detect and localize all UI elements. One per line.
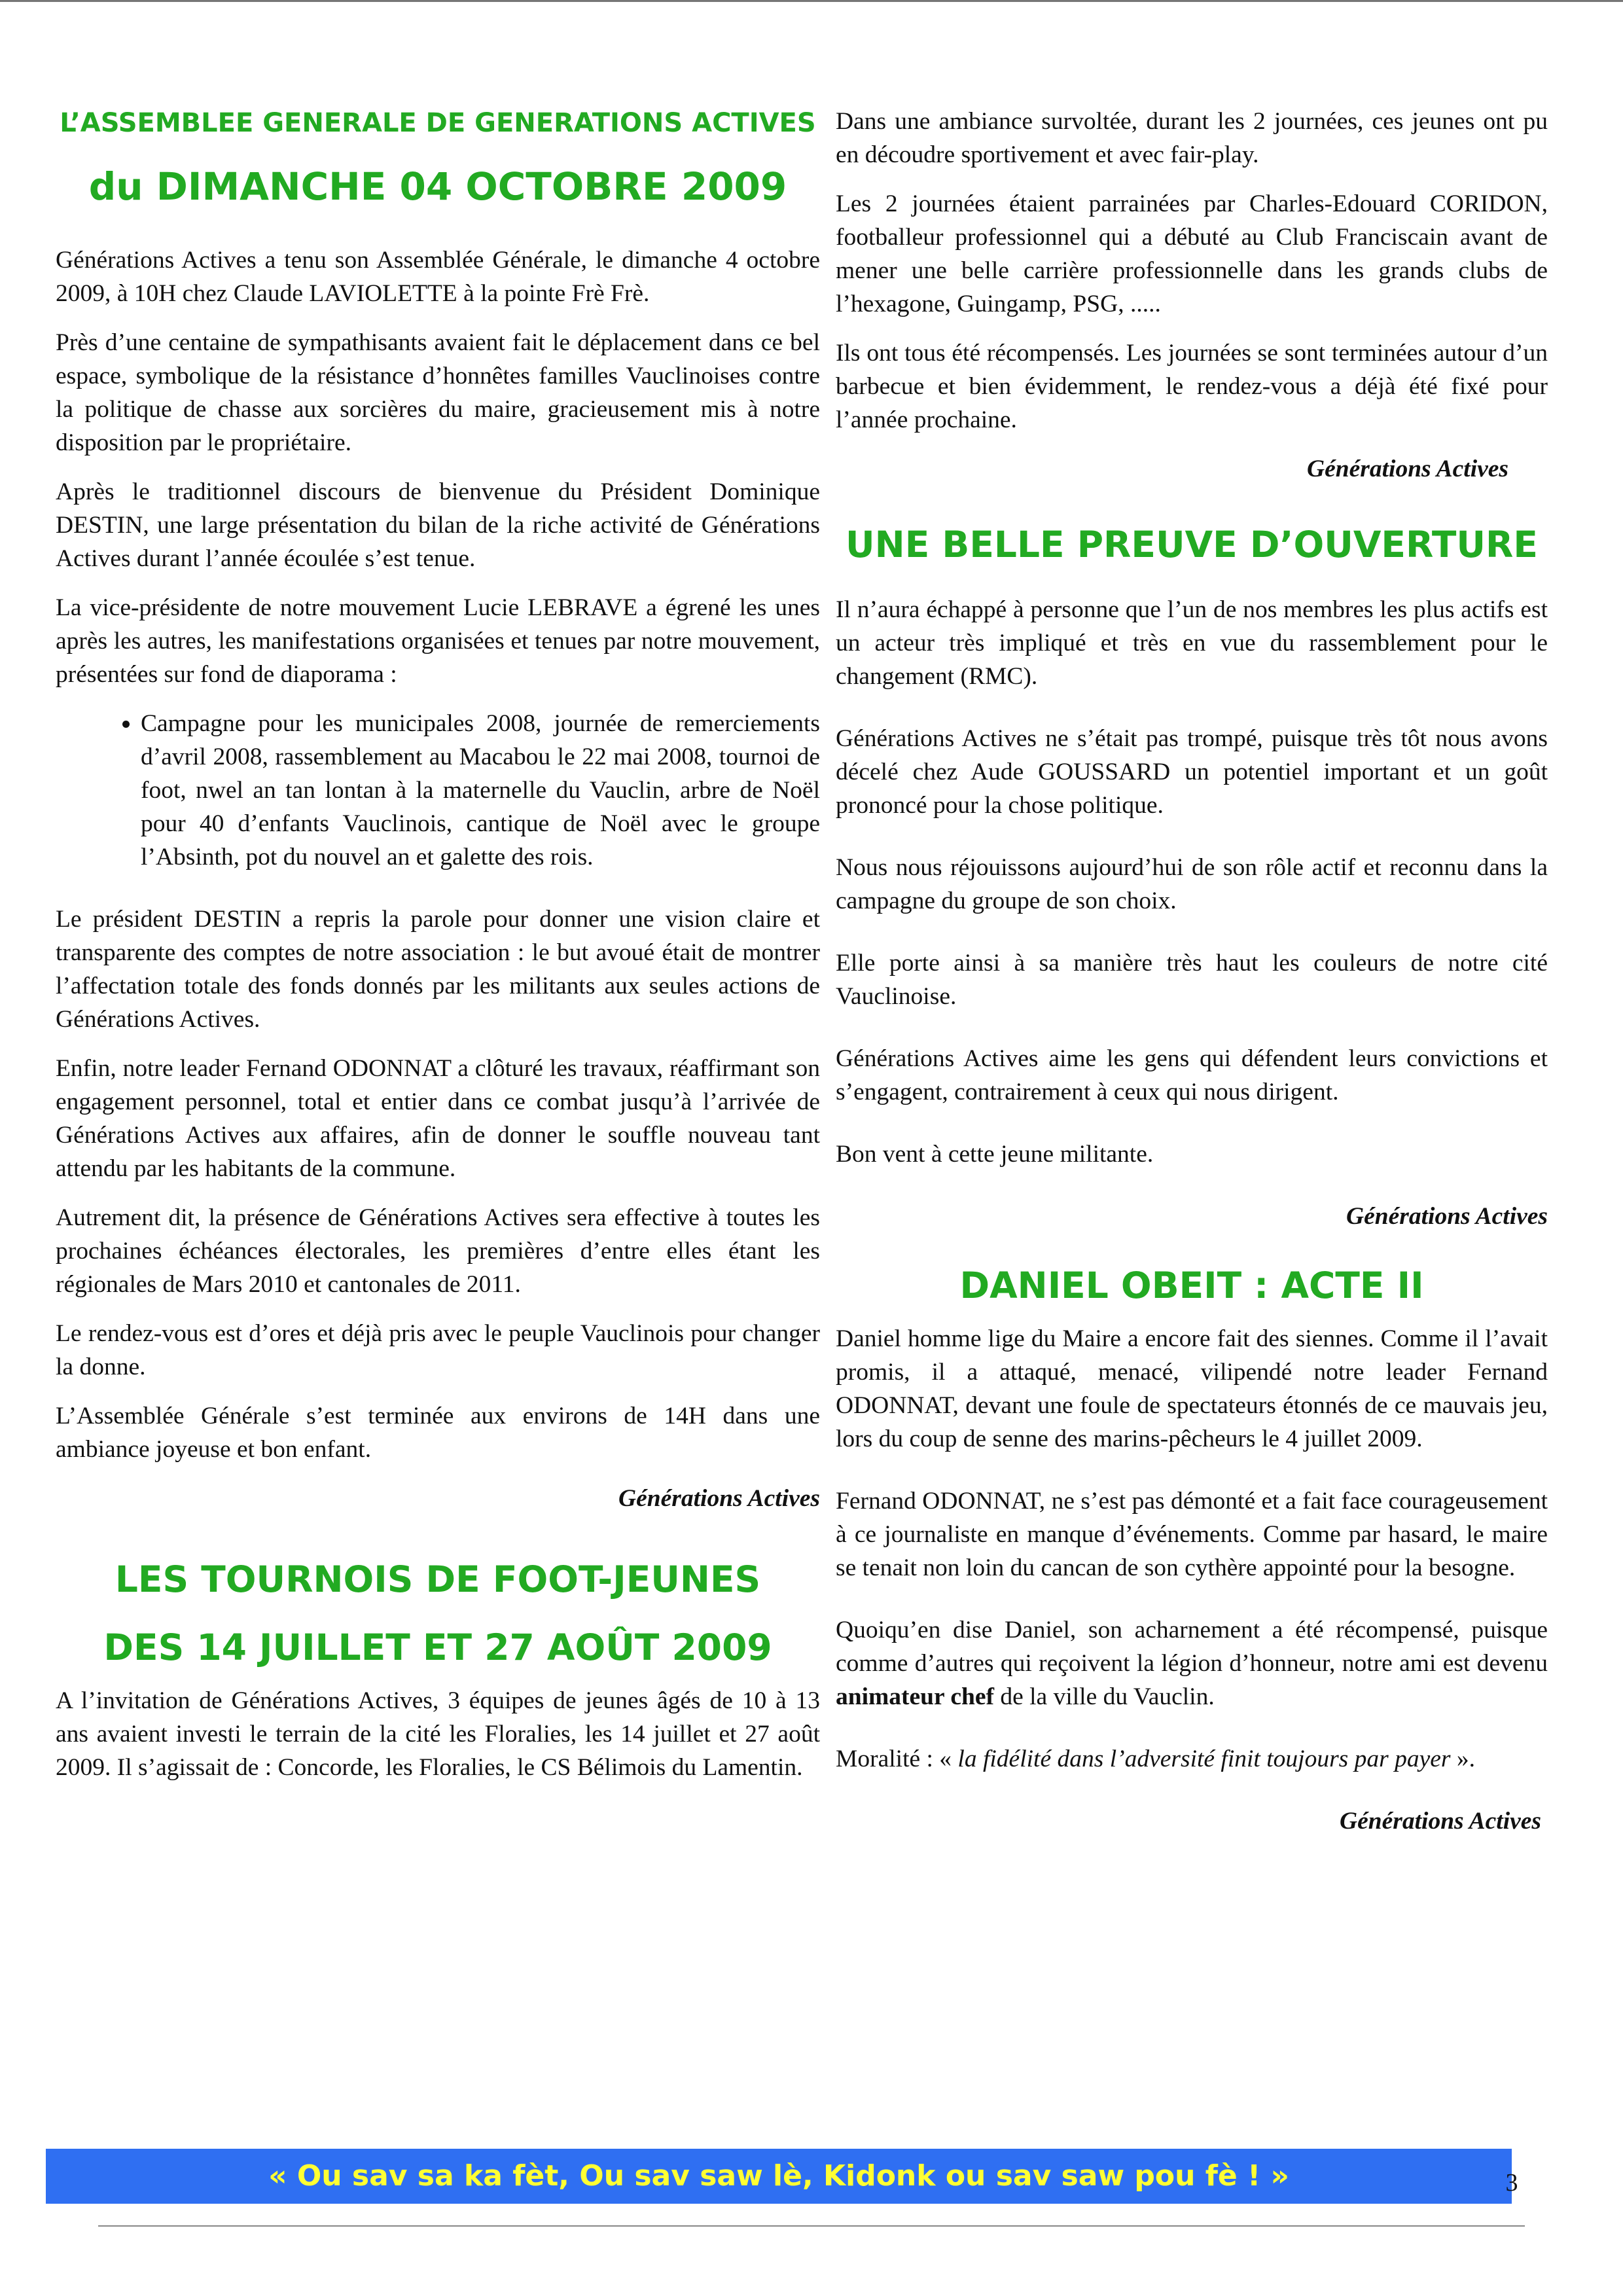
paragraph: Bon vent à cette jeune militante. bbox=[836, 1141, 1154, 1168]
signature: Générations Actives bbox=[618, 1485, 820, 1512]
article-title-tournois: LES TOURNOIS DE FOOT-JEUNES bbox=[115, 1558, 761, 1600]
paragraph: Ils ont tous été récompensés. Les journées se sont terminées autour d’un barbecue et bien évidemment, le rendez-vous a déjà été fixé pour l’année prochaine. bbox=[836, 340, 1548, 433]
paragraph: Générations Actives ne s’était pas trompé, puisque très tôt nous avons décelé chez Aude GOUSSARD un potentiel important et un goût prononcé pour la chose politique. bbox=[836, 725, 1548, 819]
slogan-text: « Ou sav sa ka fèt, Ou sav saw lè, Kidonk ou sav saw pou fè ! » bbox=[268, 2159, 1289, 2193]
paragraph: Dans une ambiance survoltée, durant les 2 journées, ces jeunes ont pu en découdre sportivement et avec fair-play. bbox=[836, 108, 1548, 168]
paragraph: Les 2 journées étaient parrainées par Charles-Edouard CORIDON, footballeur professionnel qui a débuté au Club Franciscain avant de mener une belle carrière professionnelle dans les grands clubs de l’hexagone, Guingamp, PSG, ..... bbox=[836, 190, 1548, 317]
paragraph: Le rendez-vous est d’ores et déjà pris avec le peuple Vauclinois pour changer la donne. bbox=[56, 1320, 820, 1380]
bottom-rule bbox=[98, 2225, 1525, 2227]
slogan-banner bbox=[46, 2149, 1512, 2204]
paragraph: Près d’une centaine de sympathisants avaient fait le déplacement dans ce bel espace, symbolique de la résistance d’honnêtes familles Vauclinoises contre la politique de chasse aux sorcières du maire, gracieusement mis à notre disposition par le propriétaire. bbox=[56, 329, 820, 456]
article-title-daniel-obeit: DANIEL OBEIT : ACTE II bbox=[959, 1265, 1424, 1306]
paragraph: Le président DESTIN a repris la parole pour donner une vision claire et transparente des comptes de notre association : le but avoué était de montrer l’affectation totale des fonds donnés par les militants aux seules actions de Générations Actives. bbox=[56, 906, 820, 1033]
paragraph: Générations Actives aime les gens qui défendent leurs convictions et s’engagent, contrairement à ceux qui nous dirigent. bbox=[836, 1045, 1548, 1105]
paragraph: Après le traditionnel discours de bienvenue du Président Dominique DESTIN, une large présentation du bilan de la riche activité de Générations Actives durant l’année écoulée s’est tenue. bbox=[56, 478, 820, 572]
right-column bbox=[836, 105, 1548, 1864]
text-run: ». bbox=[1450, 1746, 1475, 1772]
list-item: • Campagne pour les municipales 2008, journée de remerciements d’avril 2008, rassemblement au Macabou le 22 mai 2008, tournoi de foot, nwel an tan lontan à la maternelle du Vauclin, arbre de Noël pour 40 d’enfants Vauclinois, cantique de Noël avec le groupe l’Absinth, pot du nouvel an et galette des rois. bbox=[141, 707, 820, 874]
italic-quote: la fidélité dans l’adversité finit toujours par payer bbox=[957, 1746, 1451, 1772]
paragraph: Il n’aura échappé à personne que l’un de nos membres les plus actifs est un acteur très impliqué et très en vue du rassemblement pour le changement (RMC). bbox=[836, 596, 1548, 690]
paragraph bbox=[836, 1742, 1548, 1776]
article-title-assemblee: L’ASSEMBLEE GENERALE DE GENERATIONS ACTIVES bbox=[60, 108, 816, 138]
article-subtitle-tournois: DES 14 JUILLET ET 27 AOÛT 2009 bbox=[103, 1626, 772, 1668]
paragraph: Daniel homme lige du Maire a encore fait des siennes. Comme il l’avait promis, il a attaqué, menacé, vilipendé notre leader Fernand ODONNAT, devant une foule de spectateurs étonnés de ce mauvais jeu, lors du coup de senne des marins-pêcheurs le 4 juillet 2009. bbox=[836, 1325, 1548, 1452]
signature: Générations Actives bbox=[1340, 1808, 1541, 1835]
text-run: Quoiqu’en dise Daniel, son acharnement a été récompensé, puisque comme d’autres qui reçoivent la légion d’honneur, notre ami est devenu bbox=[836, 1617, 1548, 1677]
events-list bbox=[56, 707, 820, 874]
paragraph: Autrement dit, la présence de Générations Actives sera effective à toutes les prochaines échéances électorales, les premières d’entre elles étant les régionales de Mars 2010 et cantonales de 2011. bbox=[56, 1204, 820, 1298]
article-subtitle-date: du DIMANCHE 04 OCTOBRE 2009 bbox=[88, 164, 787, 209]
text-run: de la ville du Vauclin. bbox=[993, 1683, 1215, 1710]
signature: Générations Actives bbox=[1307, 456, 1508, 482]
signature: Générations Actives bbox=[1346, 1203, 1548, 1230]
emphasis-text: animateur chef bbox=[836, 1683, 994, 1710]
paragraph: Enfin, notre leader Fernand ODONNAT a clôturé les travaux, réaffirmant son engagement personnel, total et entier dans ce combat jusqu’à l’arrivée de Générations Actives aux affaires, afin de donner le souffle nouveau tant attendu par les habitants de la commune. bbox=[56, 1055, 820, 1182]
paragraph: Générations Actives a tenu son Assemblée Générale, le dimanche 4 octobre 2009, à 10H chez Claude LAVIOLETTE à la pointe Frè Frè. bbox=[56, 247, 820, 307]
paragraph: Elle porte ainsi à sa manière très haut les couleurs de notre cité Vauclinoise. bbox=[836, 950, 1548, 1010]
paragraph bbox=[836, 1613, 1548, 1713]
top-rule bbox=[0, 0, 1623, 2]
article-title-ouverture: UNE BELLE PREUVE D’OUVERTURE bbox=[846, 524, 1538, 565]
text-run: Moralité : « bbox=[836, 1746, 958, 1772]
left-column bbox=[56, 105, 820, 1800]
page-number: 3 bbox=[1505, 2169, 1518, 2197]
paragraph: La vice-présidente de notre mouvement Lucie LEBRAVE a égrené les unes après les autres, les manifestations organisées et tenues par notre mouvement, présentées sur fond de diaporama : bbox=[56, 594, 820, 688]
paragraph: Fernand ODONNAT, ne s’est pas démonté et a fait face courageusement à ce journaliste en manque d’événements. Comme par hasard, le maire se tenait non loin du cancan de son cythère appointé pour la besogne. bbox=[836, 1488, 1548, 1581]
paragraph: Nous nous réjouissons aujourd’hui de son rôle actif et reconnu dans la campagne du groupe de son choix. bbox=[836, 854, 1548, 914]
paragraph: A l’invitation de Générations Actives, 3 équipes de jeunes âgés de 10 à 13 ans avaient investi le terrain de la cité les Floralies, les 14 juillet et 27 août 2009. Il s’agissait de : Concorde, les Floralies, le CS Bélimois du Lamentin. bbox=[56, 1687, 820, 1781]
paragraph: L’Assemblée Générale s’est terminée aux environs de 14H dans une ambiance joyeuse et bon enfant. bbox=[56, 1403, 820, 1463]
